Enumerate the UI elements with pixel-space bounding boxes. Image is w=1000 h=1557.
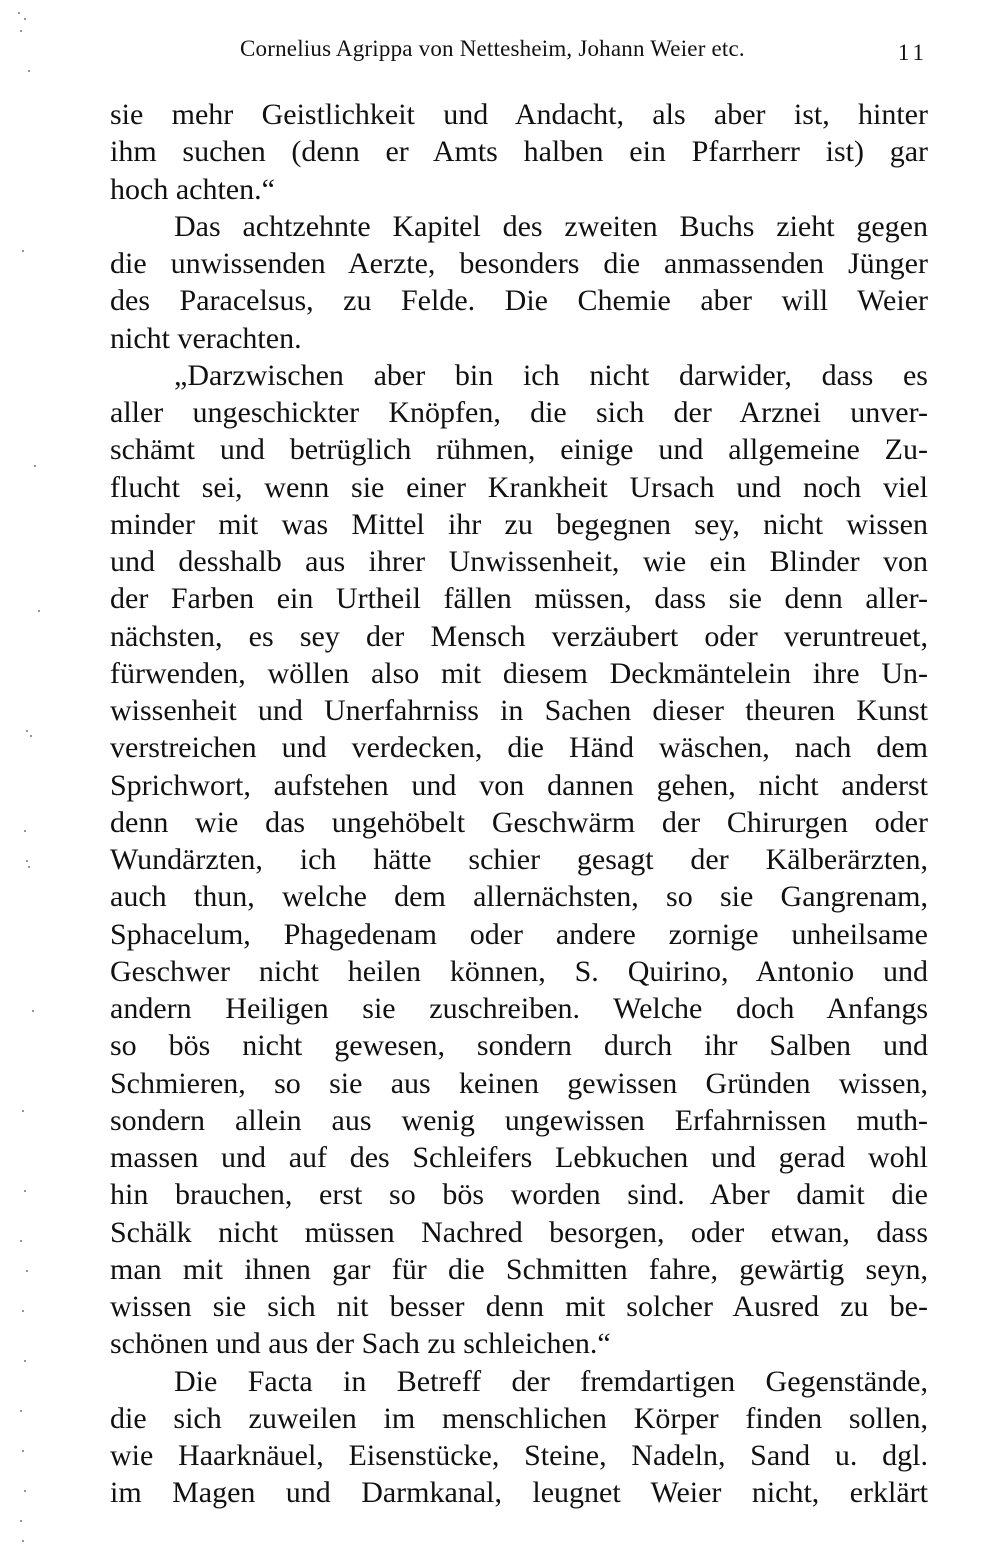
text-line: wie Haarknäuel, Eisenstücke, Steine, Nadeln, Sand u. dgl. [110, 1439, 928, 1472]
scan-speck [20, 1520, 22, 1522]
text-line: die sich zuweilen im menschlichen Körper finden sollen, [110, 1401, 928, 1435]
text-line: nicht verachten. [110, 321, 302, 355]
scan-speck [24, 1190, 26, 1192]
text-line: nächsten, es sey der Mensch verzäubert oder veruntreuet, [110, 619, 928, 653]
text-line: Das achtzehnte Kapitel des zweiten Buchs zieht gegen [174, 209, 928, 243]
scan-speck [18, 12, 20, 14]
text-line: sie mehr Geistlichkeit und Andacht, als aber ist, hinter [110, 98, 928, 131]
text-line: Schälk nicht müssen Nachred besorgen, oder etwan, dass [110, 1215, 928, 1249]
text-line: des Paracelsus, zu Felde. Die Chemie aber will Weier [110, 284, 928, 318]
scan-speck [22, 1310, 24, 1312]
text-line: denn wie das ungehöbelt Geschwärm der Chirurgen oder [110, 805, 928, 839]
scan-speck [24, 1360, 26, 1362]
scan-speck [26, 730, 28, 732]
text-line: fürwenden, wöllen also mit diesem Deckmäntelein ihre Un- [110, 656, 928, 690]
text-line: „Darzwischen aber bin ich nicht darwider, dass es [174, 358, 928, 392]
scan-speck [38, 610, 40, 612]
text-line: schönen und aus der Sach zu schleichen.“ [110, 1327, 611, 1361]
scan-speck [20, 1410, 22, 1412]
text-line: im Magen und Darmkanal, leugnet Weier nicht, erklärt [110, 1476, 928, 1510]
scan-margin-specks [14, 10, 54, 1550]
scan-speck [28, 866, 30, 868]
scan-speck [22, 1110, 24, 1112]
scan-speck [24, 830, 26, 832]
text-line: wissenheit und Unerfahrniss in Sachen dieser theuren Kunst [110, 694, 928, 727]
text-line: verstreichen und verdecken, die Händ wäschen, nach dem [110, 731, 928, 765]
page-header [110, 36, 930, 68]
scan-speck [20, 30, 22, 32]
scan-speck [26, 860, 28, 862]
text-line: hoch achten.“ [110, 172, 275, 206]
text-line: und desshalb aus ihrer Unwissenheit, wie ein Blinder von [110, 545, 928, 578]
scan-speck [34, 465, 36, 467]
text-line: wissen sie sich nit besser denn mit solcher Ausred zu be- [110, 1290, 928, 1323]
text-line: Wundärzten, ich hätte schier gesagt der Kälberärzten, [110, 843, 928, 876]
text-line: man mit ihnen gar für die Schmitten fahre, gewärtig seyn, [110, 1252, 928, 1286]
scan-speck [22, 250, 24, 252]
text-line: Schmieren, so sie aus keinen gewissen Gründen wissen, [110, 1066, 928, 1100]
scan-speck [32, 1010, 34, 1012]
text-line: so bös nicht gewesen, sondern durch ihr Salben und [110, 1029, 928, 1063]
text-line: Geschwer nicht heilen können, S. Quirino, Antonio und [110, 954, 928, 988]
page-number: 11 [897, 40, 928, 65]
body-text [110, 96, 928, 1512]
scan-speck [26, 1270, 28, 1272]
scan-speck [22, 1540, 24, 1542]
text-line: massen und auf des Schleifers Lebkuchen und gerad wohl [110, 1141, 928, 1174]
text-line: der Farben ein Urtheil fällen müssen, dass sie denn aller- [110, 582, 928, 616]
text-line: ihm suchen (denn er Amts halben ein Pfarrherr ist) gar [110, 135, 928, 169]
scan-speck [20, 1240, 22, 1242]
scan-speck [28, 70, 30, 72]
text-line: andern Heiligen sie zuschreiben. Welche doch Anfangs [110, 992, 928, 1025]
text-line: flucht sei, wenn sie einer Krankheit Ursach und noch viel [110, 470, 928, 504]
text-line: minder mit was Mittel ihr zu begegnen sey, nicht wissen [110, 507, 928, 541]
running-title: Cornelius Agrippa von Nettesheim, Johann Weier etc. [240, 36, 745, 61]
text-line: Sphacelum, Phagedenam oder andere zornige unheilsame [110, 917, 928, 951]
scan-speck [24, 1490, 26, 1492]
text-line: die unwissenden Aerzte, besonders die anmassenden Jünger [110, 247, 928, 280]
text-line: hin brauchen, erst so bös worden sind. Aber damit die [110, 1178, 928, 1212]
text-line: Sprichwort, aufstehen und von dannen gehen, nicht anderst [110, 768, 928, 802]
text-line: schämt und betrüglich rühmen, einige und allgemeine Zu- [110, 433, 928, 467]
scan-speck [30, 735, 32, 737]
text-line: aller ungeschickter Knöpfen, die sich der Arznei unver- [110, 396, 928, 429]
text-line: sondern allein aus wenig ungewissen Erfahrnissen muth- [110, 1103, 928, 1137]
text-line: auch thun, welche dem allernächsten, so sie Gangrenam, [110, 880, 928, 914]
scan-speck [24, 18, 26, 20]
scan-speck [22, 1450, 24, 1452]
text-line: Die Facta in Betreff der fremdartigen Gegenstände, [174, 1364, 928, 1398]
